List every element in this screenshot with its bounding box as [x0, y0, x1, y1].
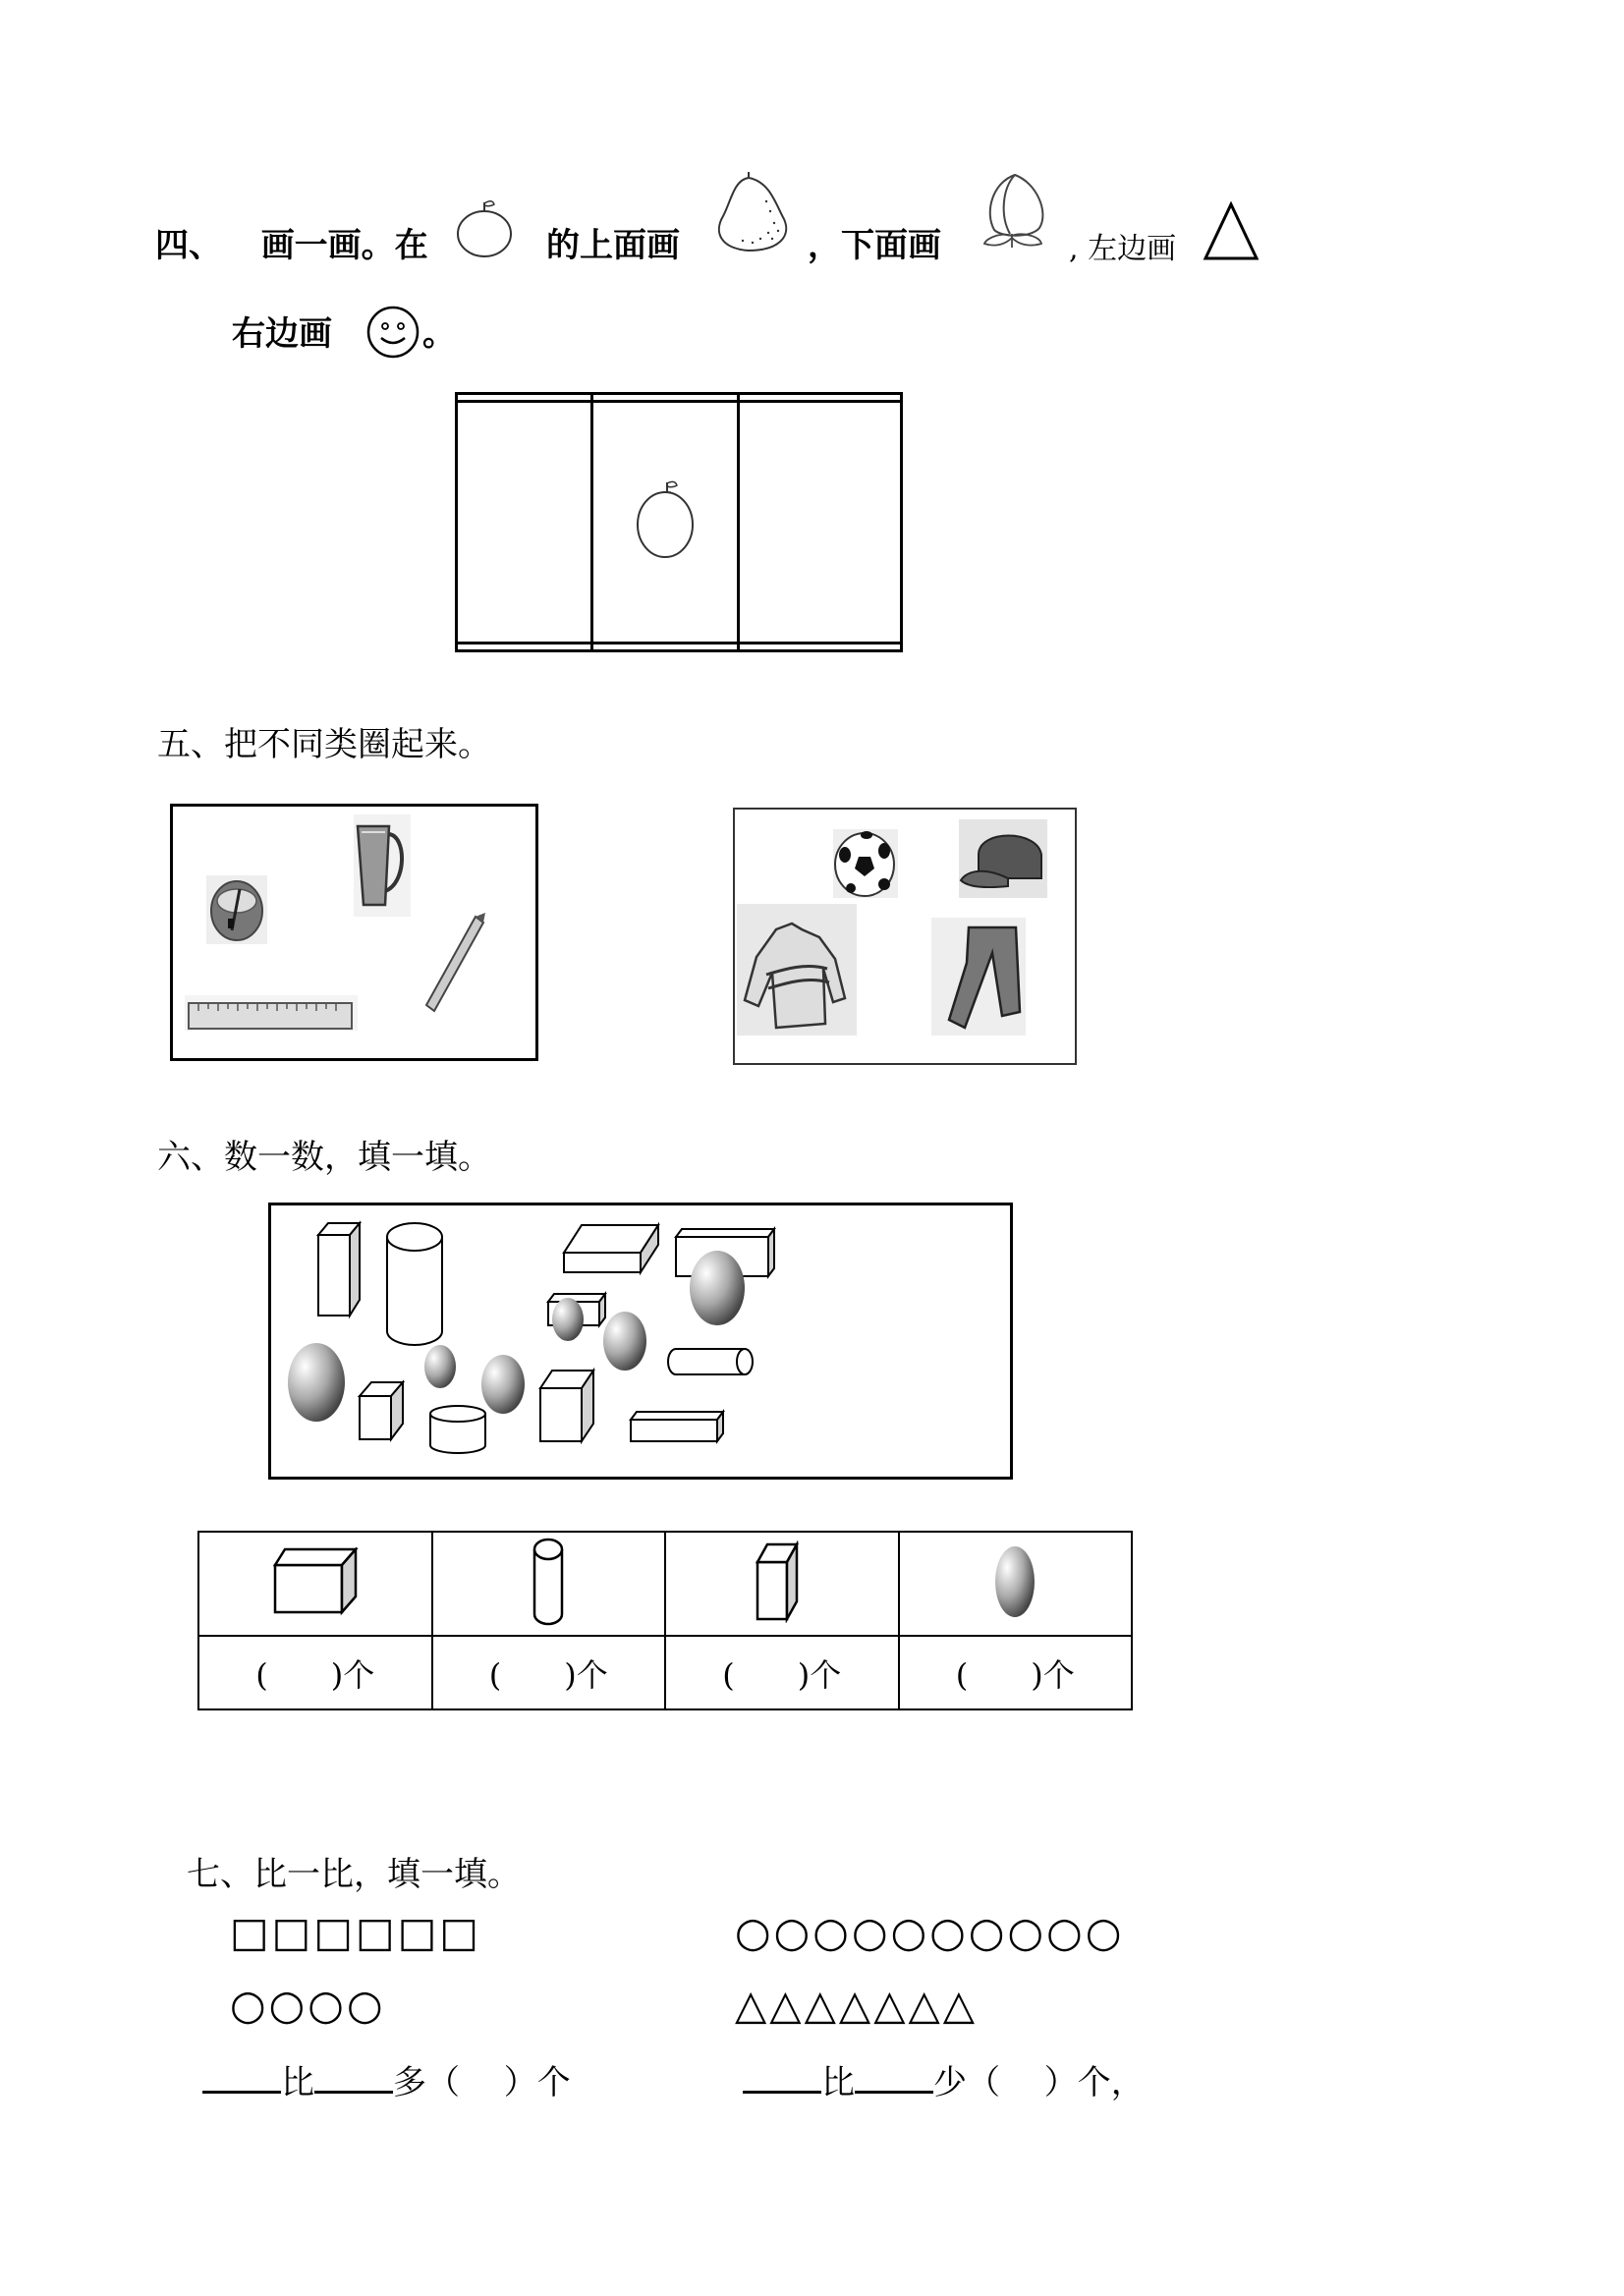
cap-icon[interactable] [959, 819, 1047, 898]
ruler-icon[interactable] [185, 995, 358, 1031]
smiley-icon [365, 305, 420, 360]
apple-icon [455, 198, 516, 259]
peach-icon [982, 173, 1047, 252]
right-triangles-row: △△△△△△△ [735, 1981, 979, 2029]
cube-icon [754, 1540, 811, 1623]
grid-cell-middle-right[interactable] [739, 402, 902, 643]
section4-number: 四、 [155, 226, 222, 265]
left-compare-sentence [202, 2055, 571, 2103]
solid-shapes-illustration [271, 1205, 1010, 1477]
count-header-cuboid [198, 1532, 432, 1636]
grid-cell-top-left[interactable] [457, 394, 592, 402]
right-compare-word: 比 [821, 2063, 855, 2102]
cuboid-icon [271, 1547, 360, 1616]
left-more-text: 多（ ）个 [393, 2063, 571, 2102]
pants-icon[interactable] [931, 918, 1026, 1036]
count-answer-cube[interactable]: ( )个 [665, 1636, 899, 1709]
section4-prompt-c: ，下面画 [808, 226, 941, 265]
section4-end-mark: 。 [422, 314, 456, 354]
section4-prompt-a: 画一画。在 [260, 226, 428, 265]
pear-icon [709, 172, 794, 252]
count-header-cylinder [432, 1532, 666, 1636]
left-squares-row: □□□□□□ [230, 1908, 482, 1956]
triangle-icon [1203, 201, 1260, 262]
cylinder-icon [529, 1536, 568, 1628]
section4-prompt-e: 右边画 [232, 314, 332, 354]
right-less-text: 少（ ）个， [933, 2063, 1145, 2102]
right-compare-sentence [743, 2055, 1145, 2103]
grid-cell-middle-left[interactable] [457, 402, 592, 643]
section4-prompt-b: 的上面画 [546, 226, 680, 265]
left-circles-row: ○○○○ [230, 1981, 386, 2029]
count-header-sphere [899, 1532, 1133, 1636]
section5-title: 五、把不同类圈起来。 [157, 725, 491, 764]
count-answer-sphere[interactable]: ( )个 [899, 1636, 1133, 1709]
count-header-cube [665, 1532, 899, 1636]
right-circles-row: ○○○○○○○○○○ [735, 1908, 1125, 1956]
sphere-icon [993, 1544, 1036, 1619]
grid-cell-bottom-right[interactable] [739, 643, 902, 650]
grid-cell-center [592, 402, 739, 643]
left-blank-1[interactable] [202, 2061, 281, 2094]
sweater-icon[interactable] [737, 904, 857, 1036]
soccer-ball-icon[interactable] [833, 829, 898, 898]
pencil-sharpener-icon[interactable] [206, 875, 267, 944]
left-blank-2[interactable] [314, 2061, 393, 2094]
count-answer-cuboid[interactable]: ( )个 [198, 1636, 432, 1709]
grid-cell-bottom-left[interactable] [457, 643, 592, 650]
picture-group-stationery [170, 804, 538, 1061]
right-blank-2[interactable] [855, 2061, 933, 2094]
grid-cell-top-right[interactable] [739, 394, 902, 402]
drawing-grid [455, 392, 903, 652]
grid-cell-top-center[interactable] [592, 394, 739, 402]
section4-heading-line1 [155, 218, 428, 266]
picture-group-clothing [733, 808, 1077, 1065]
right-blank-1[interactable] [743, 2061, 821, 2094]
section6-title: 六、数一数，填一填。 [157, 1138, 491, 1177]
section7-title: 七、比一比，填一填。 [187, 1855, 521, 1894]
apple-icon [634, 480, 697, 559]
count-answer-cylinder[interactable]: ( )个 [432, 1636, 666, 1709]
left-compare-word: 比 [281, 2063, 314, 2102]
count-table [197, 1531, 1133, 1710]
grid-cell-bottom-center[interactable] [592, 643, 739, 650]
shapes-picture [268, 1203, 1013, 1480]
cup-icon[interactable] [354, 814, 411, 917]
pencil-icon[interactable] [420, 913, 489, 1015]
section4-prompt-d: , 左边画 [1069, 232, 1177, 266]
